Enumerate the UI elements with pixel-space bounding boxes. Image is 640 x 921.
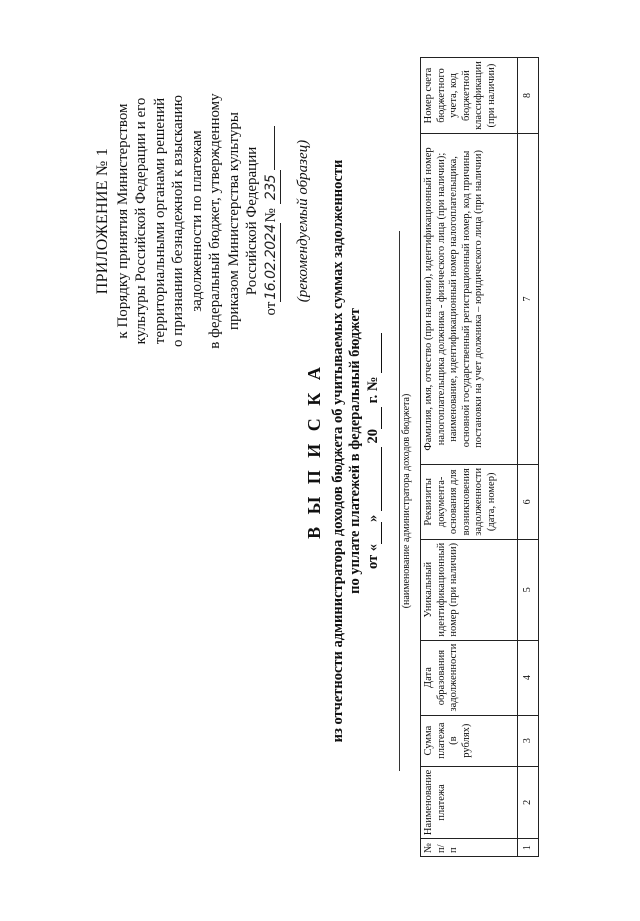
number-cell: 4 (518, 640, 539, 715)
date-open: от « (365, 543, 381, 570)
header-cell-amount: Сумма платежа (в рублях) (421, 715, 518, 766)
number-cell: 7 (518, 134, 539, 465)
appendix-block (94, 51, 313, 391)
order-reference (262, 51, 282, 391)
extract-date-line (365, 41, 382, 861)
order-number-prefix: № (262, 208, 279, 223)
number-blank (381, 333, 382, 373)
order-prefix: от (262, 301, 279, 316)
order-number-blank (274, 126, 275, 170)
number-cell: 6 (518, 464, 539, 539)
appendix-line: задолженности по платежам (188, 130, 205, 312)
header-cell-number: № п/п (421, 839, 518, 857)
header-cell-debtor-details: Фамилия, имя, отчество (при наличии), идентификационный номер налогоплательщика должника - физического лица (при наличии); наименование, идентификационный номер налогоплательщика, основной государственный регистрационный номер, код причины постановки на учет должника – юридического лица (при наличии) (421, 134, 518, 465)
number-prefix: г. № (365, 376, 381, 404)
number-cell: 2 (518, 766, 539, 838)
appendix-line: культуры Российской Федерации и его (133, 97, 149, 345)
extract-subtitle-line-1: из отчетности администратора доходов бюджета об учитываемых суммах задолженности (330, 159, 346, 743)
table-header-row (421, 58, 518, 857)
year-blank (381, 407, 382, 429)
header-cell-account-code: Номер счета бюджетного учета, код бюджетной классификации (при наличии) (421, 58, 518, 134)
header-cell-document-details: Реквизиты документа-основания для возникновения задолженности (дата, номер) (421, 464, 518, 539)
extract-subtitle-line-2: по уплате платежей в федеральный бюджет (347, 308, 363, 594)
header-cell-debt-date: Дата образования задолженности (421, 640, 518, 715)
admin-name-caption: (наименование администратора доходов бюджета) (401, 393, 412, 609)
extract-title-block (306, 41, 382, 861)
appendix-line: к Порядку принятия Министерством (114, 103, 131, 339)
header-cell-unique-id: Уникальный идентификационный номер (при наличии) (421, 539, 518, 640)
appendix-line: территориальными органами решений (151, 97, 168, 345)
appendix-line: о признании безнадежной к взысканию (170, 95, 186, 347)
month-blank (381, 447, 382, 511)
order-date-handwritten: 16.02.2024 (262, 223, 282, 302)
table-number-row (518, 58, 539, 857)
number-cell: 1 (518, 839, 539, 857)
number-cell: 8 (518, 58, 539, 134)
year-prefix: 20 (365, 428, 381, 444)
header-cell-payment-name: Наименование платежа (421, 766, 518, 838)
appendix-line: в федеральный бюджет, утвержденному (207, 93, 223, 349)
day-blank (381, 522, 382, 544)
appendix-line: Российской Федерации (244, 146, 260, 296)
appendix-line: приказом Министерства культуры (225, 112, 242, 330)
number-cell: 3 (518, 715, 539, 766)
recommended-sample-note: (рекомендуемый образец) (295, 139, 311, 303)
date-close: » (365, 514, 381, 522)
order-number-handwritten: 235 (262, 170, 282, 204)
debt-table (420, 57, 539, 857)
number-cell: 5 (518, 539, 539, 640)
extract-heading: В Ы П И С К А (304, 363, 324, 539)
admin-name-line (399, 231, 400, 771)
appendix-title: ПРИЛОЖЕНИЕ № 1 (94, 147, 111, 295)
